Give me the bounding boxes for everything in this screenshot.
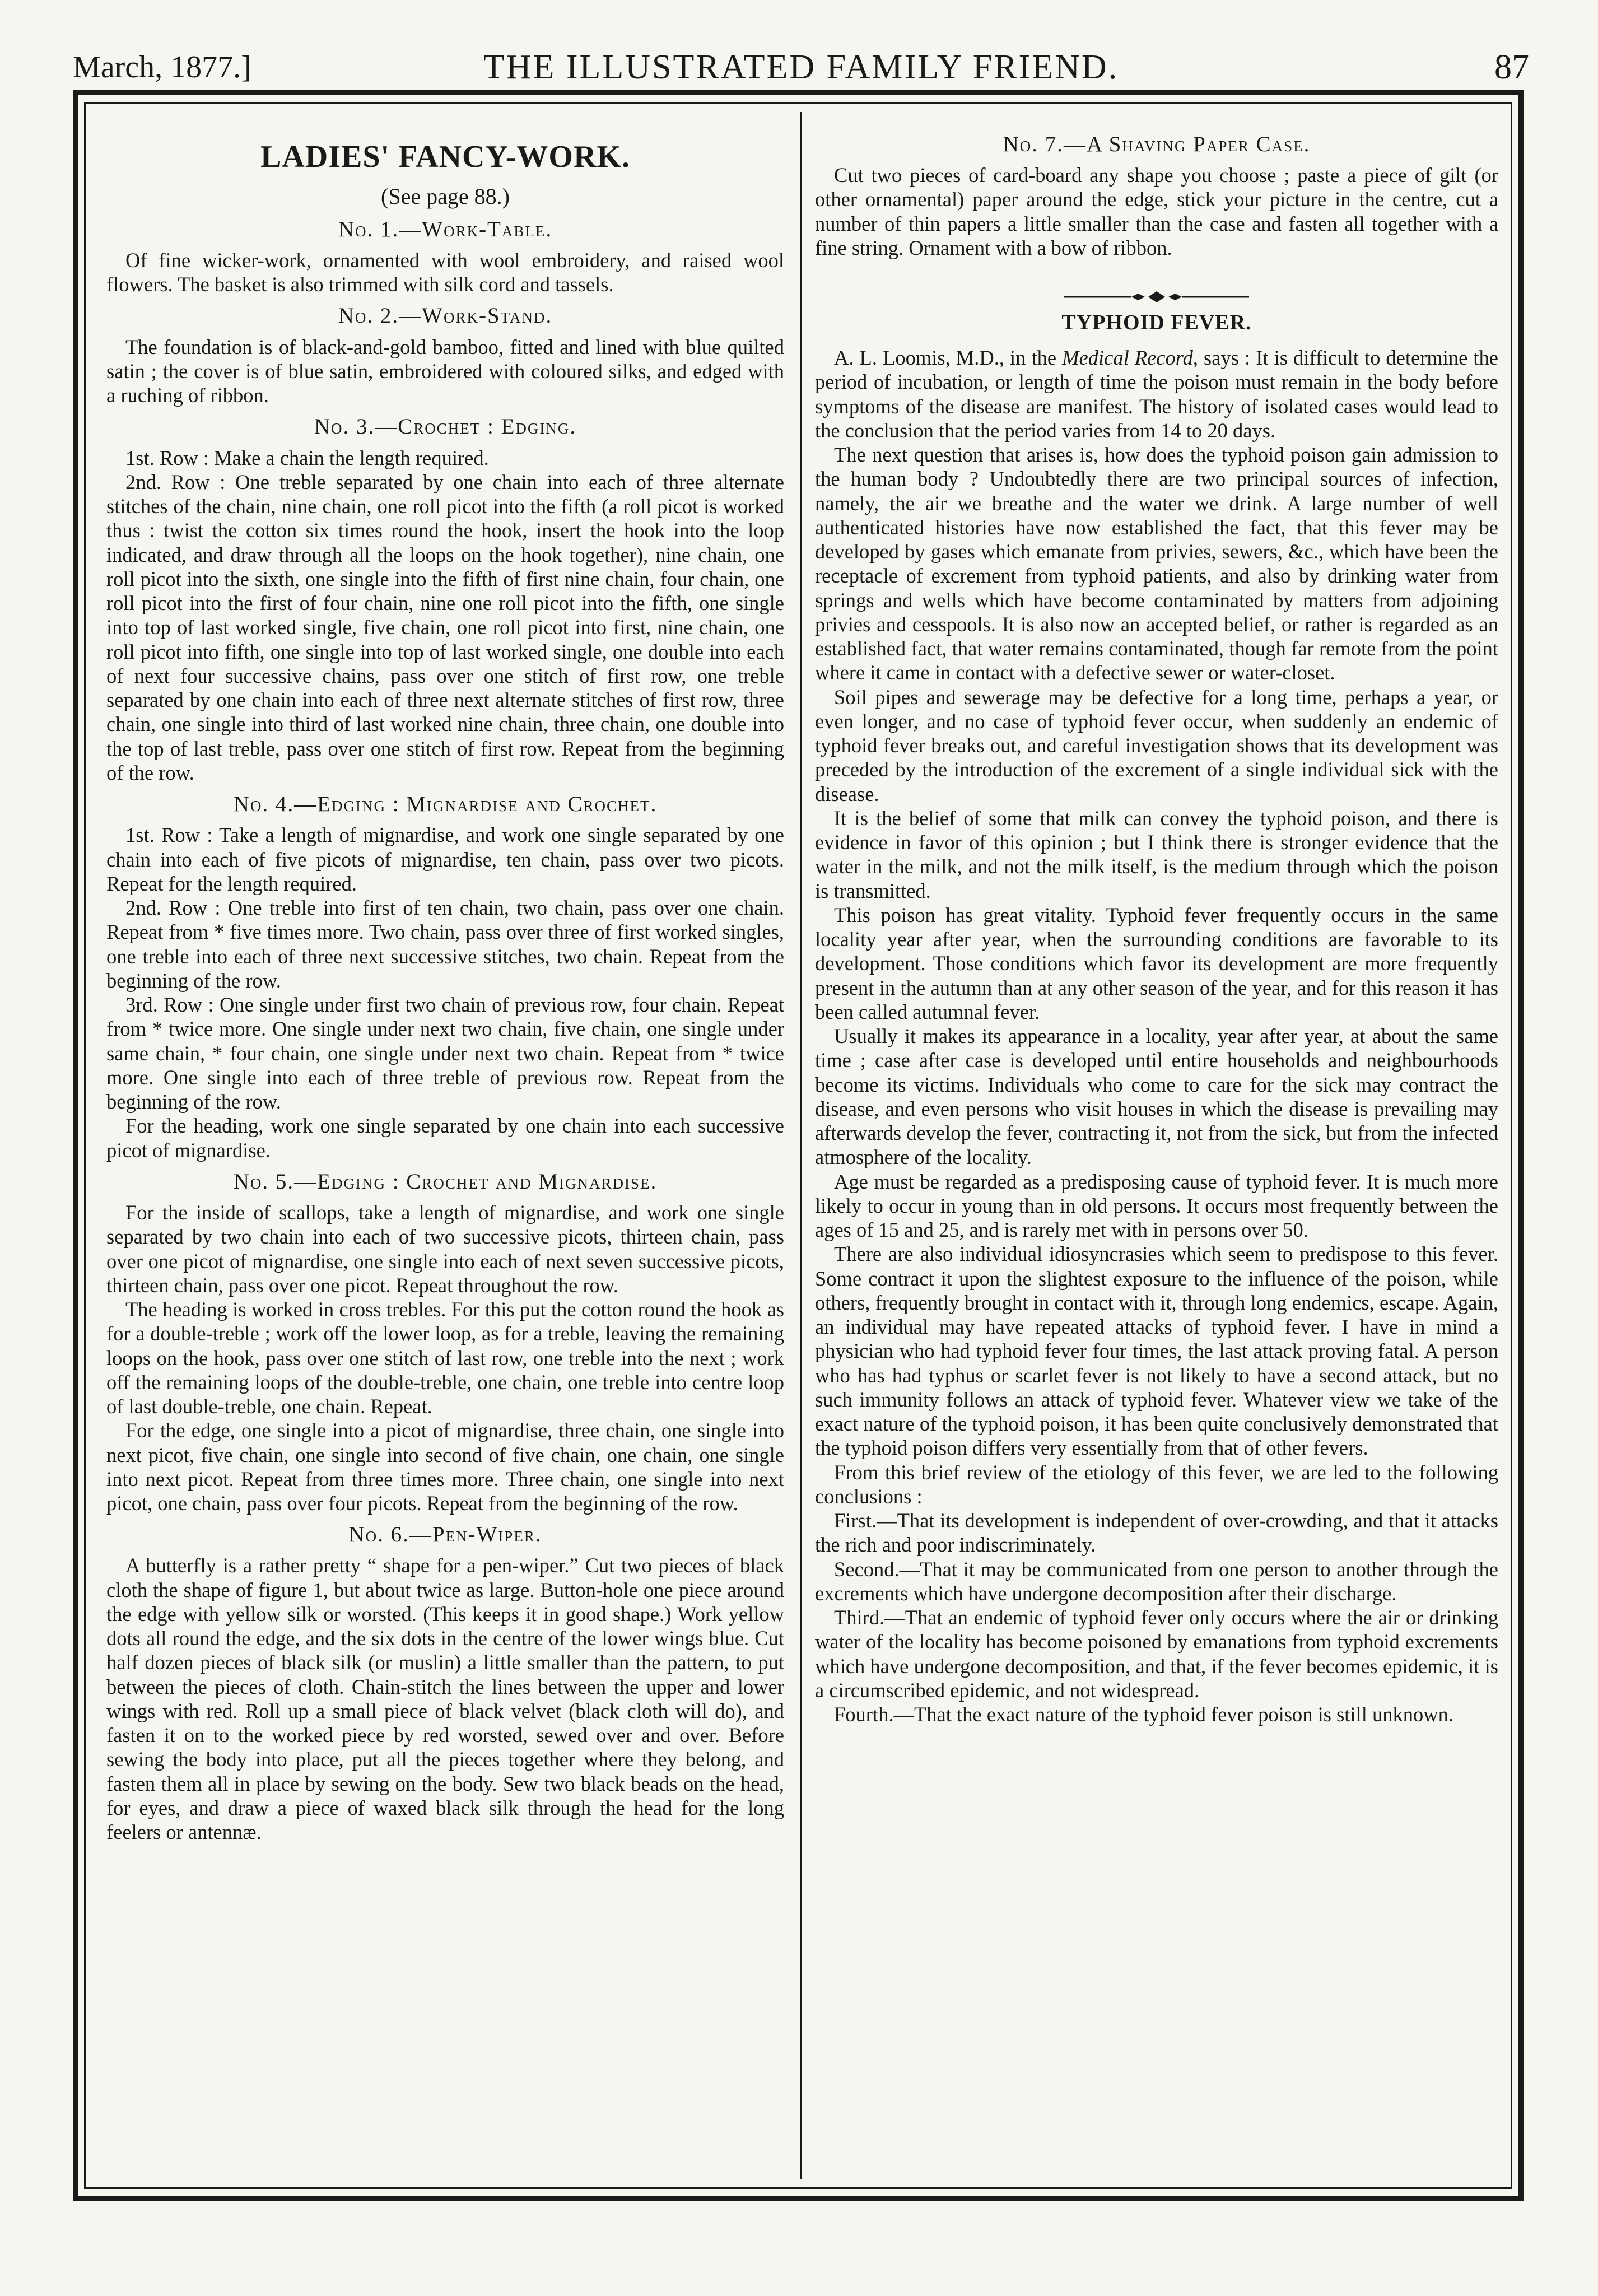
intro-paragraph xyxy=(815,346,1498,443)
section-title: No. 5.—Edging : Crochet and Mignardise. xyxy=(233,1169,658,1194)
paragraph: There are also individual idiosyncrasies which seem to predispose to this fever. Some contract it upon the slightest exposure to the influence of the poison, while others, frequently brought in contact with it, through long endemics, escape. Again, an individual may have repeated attacks of typhoid fever. I have in mind a physician who had typhoid fever four times, the last attack proving fatal. A person who has had typhus or scarlet fever is not likely to have a second attack, but no such immunity follows an attack of typhoid fever. Whatever view we take of the exact nature of the typhoid poison, it has been quite conclusively demonstrated that the typhoid poison differs very essentially from that of other fevers. xyxy=(815,1242,1498,1460)
journal-title: THE ILLUSTRATED FAMILY FRIEND. xyxy=(483,48,1119,86)
paragraph: The next question that arises is, how does the typhoid poison gain admission to the human body ? Undoubtedly there are two principal sources of infection, namely, the air we breathe and the water we drink. A large number of well authenticated histories have now established the fact, that this fever may be developed by gases which emanate from privies, sewers, &c., which have been the receptacle of excrement from typhoid patients, and also by drinking water from springs and wells which have become contaminated by matters from adjoining privies and cesspools. It is also now an accepted belief, or rather is regarded as an established fact, that water remains contaminated, though far remote from the point where it came in contact with a defective sewer or water-closet. xyxy=(815,443,1498,684)
paragraph: Fourth.—That the exact nature of the typhoid fever poison is still unknown. xyxy=(834,1703,1453,1726)
paragraph: Soil pipes and sewerage may be defective for a long time, perhaps a year, or even longer, and no case of typhoid fever occur, when suddenly an endemic of typhoid fever breaks out, and careful investigation shows that its development was preceded by the introduction of the excrement of a single individual sick with the disease. xyxy=(815,685,1498,805)
intro-author: A. L. Loomis, M.D., in the xyxy=(834,346,1063,370)
section-title: No. 4.—Edging : Mignardise and Crochet. xyxy=(233,792,658,817)
paragraph: For the inside of scallops, take a length of mignardise, and work one single separated by two chain into each of two successive picots, thirteen chain, pass over one picot of mignardise, one single into each of next seven successive picots, thirteen chain, pass over one picot. Repeat throughout the row. xyxy=(106,1201,784,1297)
paragraph: Second.—That it may be communicated from one person to another through the excrements which have undergone decomposition after their discharge. xyxy=(815,1557,1498,1605)
paragraph: 3rd. Row : One single under first two chain of previous row, four chain. Repeat from * twice more. One single under next two chain, five chain, one single under same chain, * four chain, one single under next two chain. Repeat from * twice more. One single into each of three treble of previous row. Repeat from the beginning of the row. xyxy=(106,993,784,1114)
paragraph: It is the belief of some that milk can convey the typhoid poison, and there is evidence in favor of this opinion ; but I think there is stronger evidence that the water in the milk, and not the milk itself, is the medium through which the poison is transmitted. xyxy=(815,806,1498,902)
paragraph: 2nd. Row : One treble separated by one chain into each of three alternate stitches of the chain, nine chain, one roll picot into the fifth (a roll picot is worked thus : twist the cotton six times round the hook, insert the hook into the loop indicated, and draw through all the loops on the hook together), nine chain, one roll picot into the sixth, one single into the fifth of first nine chain, four chain, one roll picot into the first of four chain, nine one roll picot into the fifth, one single into top of last worked single, five chain, one roll picot into first, nine chain, one roll picot into fifth, one single into top of last worked single, one double into each of next four successive chains, pass over one stitch of first row, one treble separated by one chain into each of three next alternate stitches of first row, three chain, one single into third of last worked nine chain, three chain, one double into the top of last treble, pass over one stitch of first row. Repeat from the beginning of the row. xyxy=(106,470,784,784)
paragraph: First.—That its development is independent of over-crowding, and that it attacks the rich and poor indiscriminately. xyxy=(815,1509,1498,1557)
paragraph: 1st. Row : Make a chain the length required. xyxy=(125,446,489,469)
paragraph: 2nd. Row : One treble into first of ten chain, two chain, pass over one chain. Repeat from * five times more. Two chain, pass over three of first worked singles, one treble into each of three next successive stitches, two chain. Repeat from the beginning of the row. xyxy=(106,896,784,992)
see-page-note: (See page 88.) xyxy=(381,184,510,209)
fancy-work-heading: LADIES' FANCY-WORK. xyxy=(260,139,630,174)
section-title: No. 6.—Pen-Wiper. xyxy=(348,1522,542,1547)
paragraph: Of fine wicker-work, ornamented with wool embroidery, and raised wool flowers. The basket is also trimmed with silk cord and tassels. xyxy=(106,248,784,296)
section-title: No. 1.—Work-Table. xyxy=(338,217,553,241)
right-column xyxy=(815,132,1498,2176)
typhoid-heading: TYPHOID FEVER. xyxy=(1061,311,1252,335)
ornament-rule xyxy=(815,285,1498,298)
paragraph: For the edge, one single into a picot of mignardise, three chain, one single into next picot, five chain, one single into second of five chain, one chain, one single into next picot. Repeat from three times more. Three chain, one single into next picot, one chain, pass over four picots. Repeat from the beginning of the row. xyxy=(106,1419,784,1515)
paragraph: The foundation is of black-and-gold bamboo, fitted and lined with blue quilted satin ; the cover is of blue satin, embroidered with coloured silks, and edged with a ruching of ribbon. xyxy=(106,335,784,407)
paragraph: Usually it makes its appearance in a locality, year after year, at about the same time ; case after case is developed until entire households and neighbourhoods become its victims. Individuals who come to care for the sick may contract the disease, and even persons who visit houses in which the disease is prevailing may afterwards develop the fever, contracting it, not from the sick, but from the infected atmosphere of the locality. xyxy=(815,1024,1498,1169)
paragraph: Cut two pieces of card-board any shape you choose ; paste a piece of gilt (or other ornamental) paper around the edge, stick your picture in the centre, cut a number of thin papers a little smaller than the case and fasten all together with a fine string. Ornament with a bow of ribbon. xyxy=(815,164,1498,259)
section-title: No. 7.—A Shaving Paper Case. xyxy=(1003,132,1311,156)
left-column xyxy=(106,132,784,2176)
paragraph: This poison has great vitality. Typhoid fever frequently occurs in the same locality year after year, when the surrounding conditions are favorable to its development. Those conditions which favor its development are more frequently present in the autumn than at any other season of the year, and for this reason it has been called autumnal fever. xyxy=(815,903,1498,1023)
paragraph: Age must be regarded as a predisposing cause of typhoid fever. It is much more likely to occur in young than in old persons. It occurs most frequently between the ages of 15 and 25, and is rarely met with in persons over 50. xyxy=(815,1170,1498,1242)
paragraph: A butterfly is a rather pretty “ shape for a pen-wiper.” Cut two pieces of black cloth the shape of figure 1, but about twice as large. Button-hole one piece around the edge with yellow silk or worsted. (This keeps it in good shape.) Work yellow dots all round the edge, and the six dots in the centre of the lower wings blue. Cut half dozen pieces of black silk (or muslin) a little smaller than the pattern, to put between the pieces of cloth. Chain-stitch the lines between the upper and lower wings with red. Roll up a small piece of black velvet (black cloth will do), and fasten it on to the worked piece by red worsted, sewed over and over. Before sewing the body into place, put all the pieces together where they belong, and fasten them all in place by sewing on the body. Sew two black beads on the head, for eyes, and draw a piece of waxed black silk through the head for the long feelers or antennæ. xyxy=(106,1554,784,1844)
section-title: No. 3.—Crochet : Edging. xyxy=(314,415,577,439)
column-divider xyxy=(800,112,802,2179)
issue-date: March, 1877.] xyxy=(73,50,251,85)
paragraph: From this brief review of the etiology of this fever, we are led to the following conclusions : xyxy=(815,1460,1498,1508)
section-title: No. 2.—Work-Stand. xyxy=(338,304,553,328)
running-header xyxy=(73,39,1529,95)
paragraph: For the heading, work one single separated by one chain into each successive picot of mignardise. xyxy=(106,1114,784,1162)
paragraph: 1st. Row : Take a length of mignardise, and work one single separated by one chain into each of five picots of mignardise, ten chain, pass over two picots. Repeat for the length required. xyxy=(106,823,784,895)
ornament-rule-graphic xyxy=(1064,290,1249,304)
page-number: 87 xyxy=(1494,48,1529,86)
intro-text: , says : It is difficult to determine the period of incubation, or length of time the poison must remain in the body before symptoms of the disease are manifest. The history of isolated cases would lead to the conclusion that the period varies from 14 to 20 days. xyxy=(815,346,1498,442)
journal-name: Medical Record xyxy=(1062,346,1193,370)
paragraph: The heading is worked in cross trebles. For this put the cotton round the hook as for a double-treble ; work off the lower loop, as for a treble, leaving the remaining loops on the hook, pass over one stitch of last row, one treble into the next ; work off the remaining loops of the double-treble, one chain, one treble into centre loop of last double-treble, one chain. Repeat. xyxy=(106,1298,784,1418)
paragraph: Third.—That an endemic of typhoid fever only occurs where the air or drinking water of the locality has become poisoned by emanations from typhoid excrements which have undergone decomposition, and that, if the fever becomes epidemic, it is a circumscribed epidemic, and not widespread. xyxy=(815,1606,1498,1702)
